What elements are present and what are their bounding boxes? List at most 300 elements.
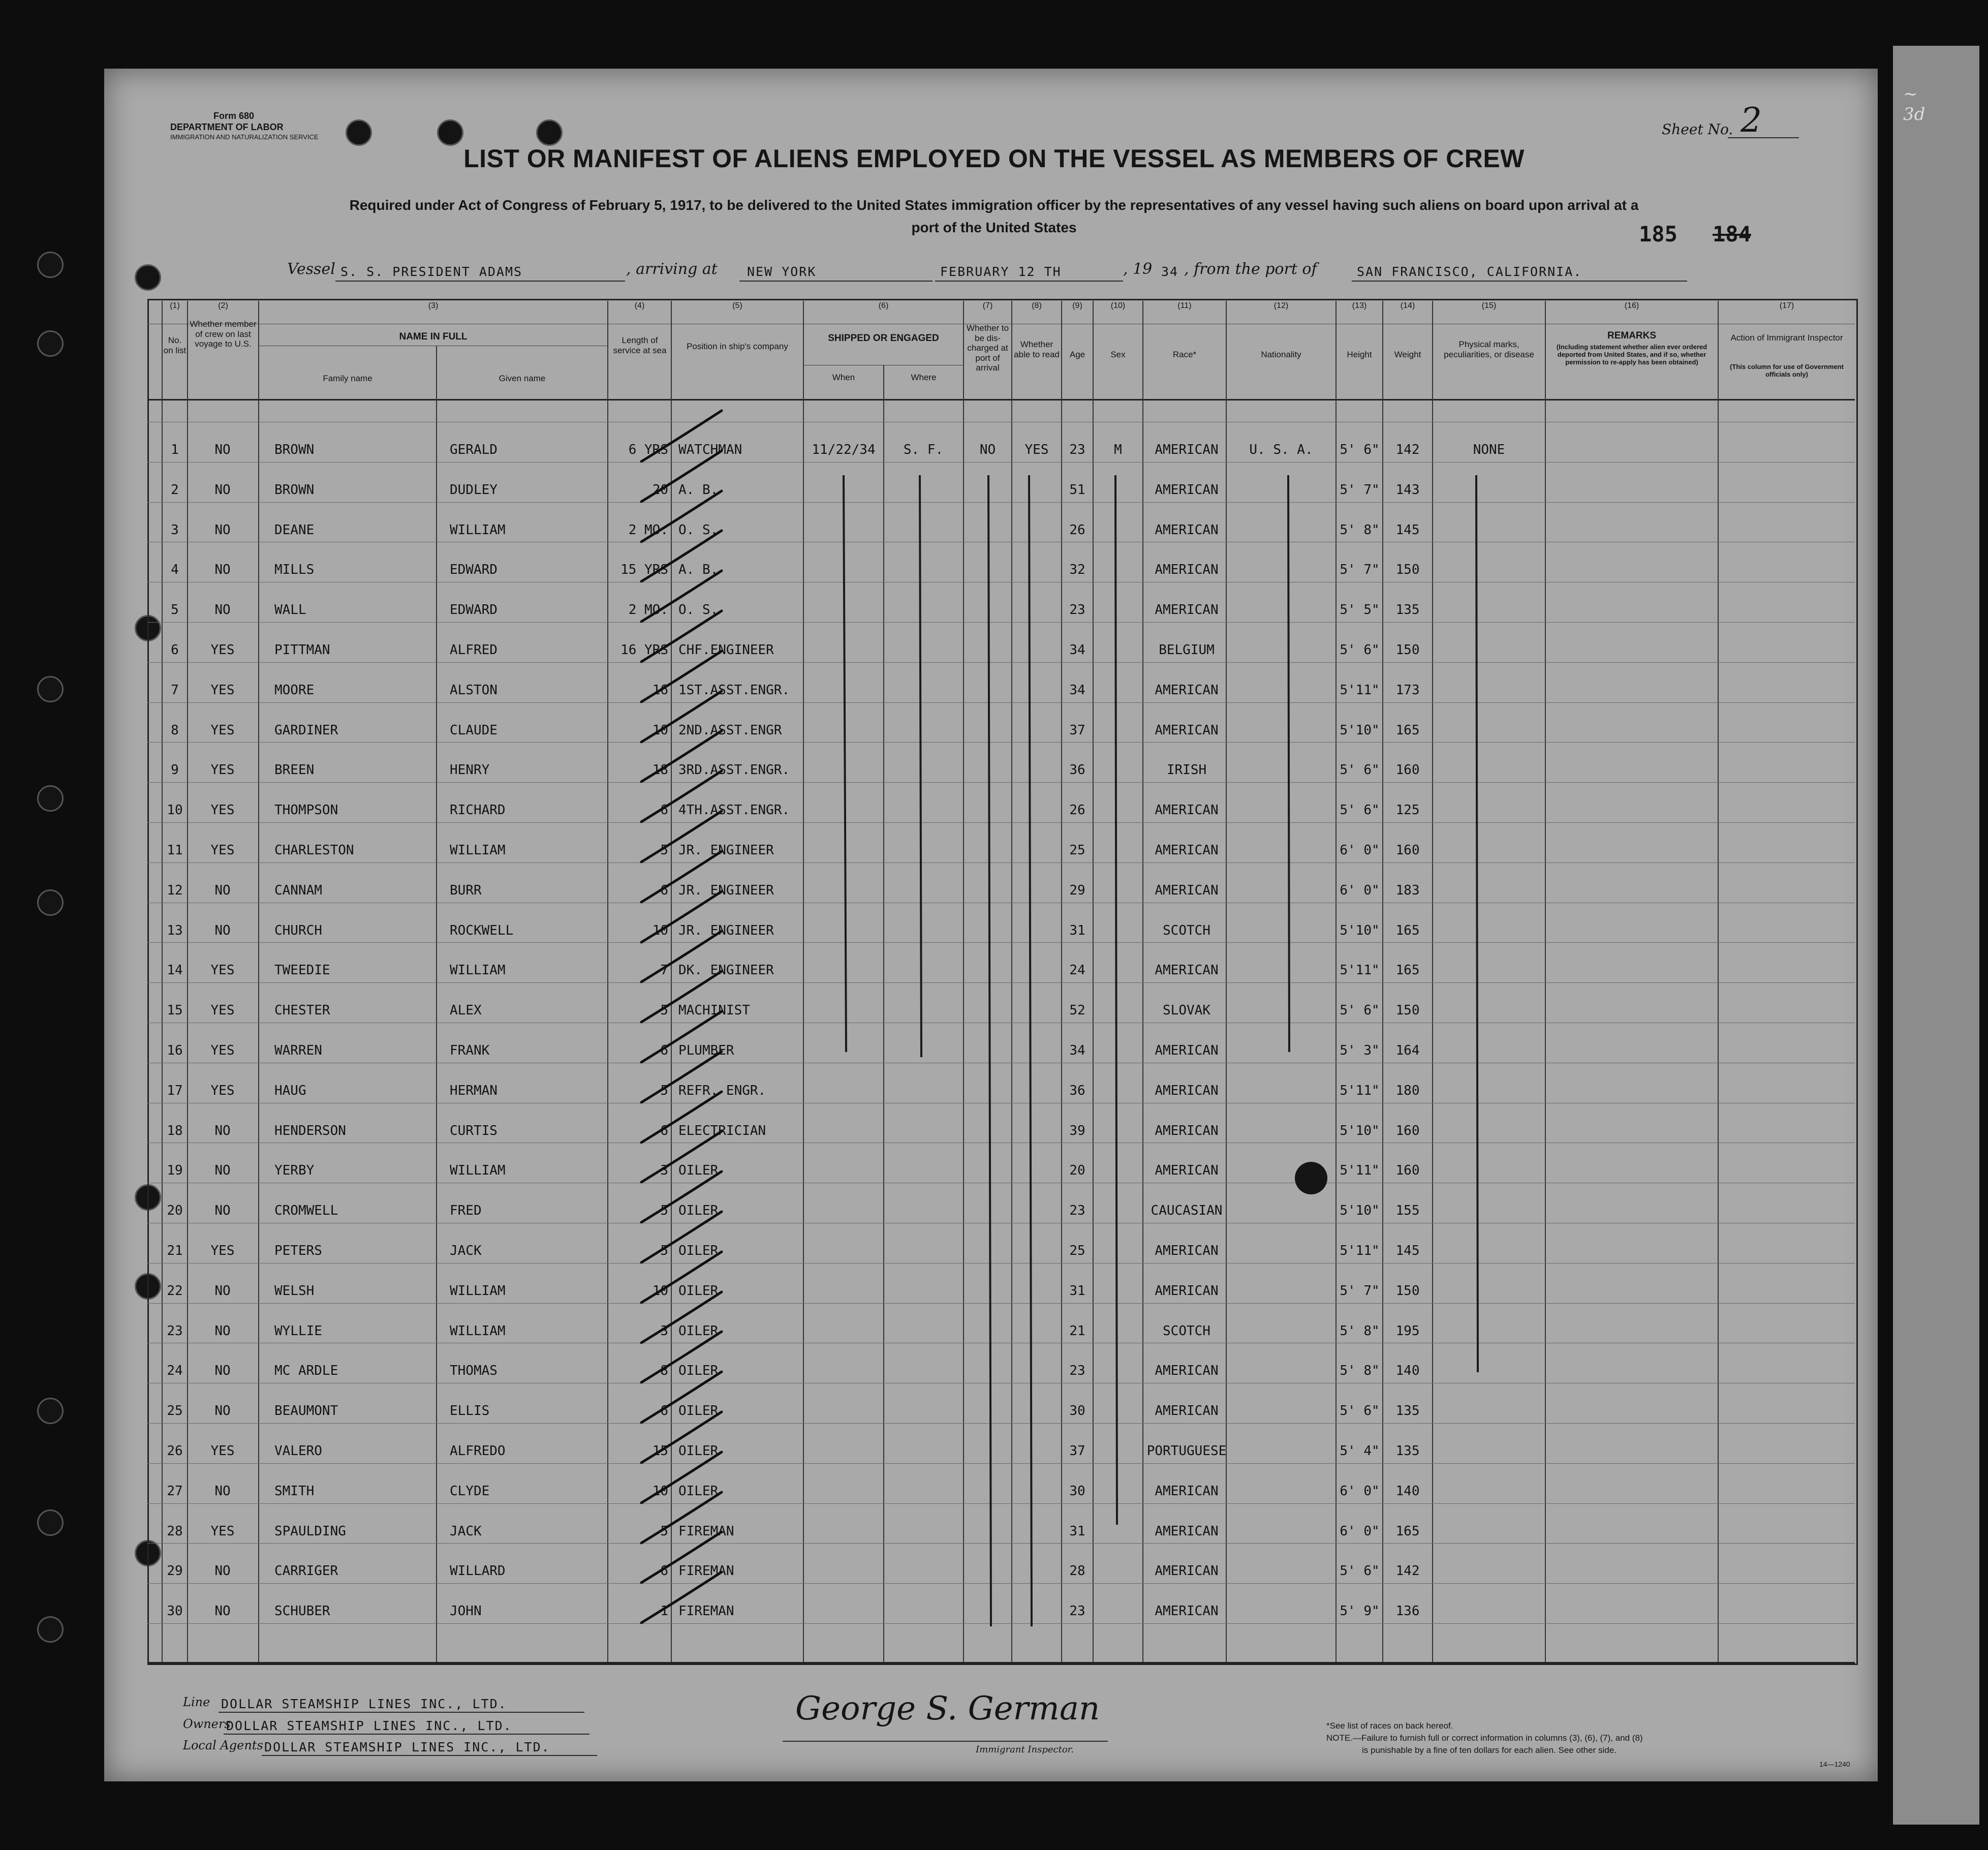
header-action-note: (This column for use of Government officials only) [1730,363,1844,378]
cell-age: 23 [1069,1203,1085,1218]
cell-position: PLUMBER [678,1043,734,1058]
check-slash [641,851,722,902]
cell-where: S. F. [903,442,944,457]
header-length-service: Length of service at sea [613,335,667,355]
cell-position: JR. ENGINEER [678,843,774,858]
footnote-races: *See list of races on back hereof. [1326,1721,1453,1731]
cell-race: AMERICAN [1155,1083,1219,1098]
cell-height: 5' 6" [1340,1403,1380,1419]
cell-height: 6' 0" [1340,843,1380,858]
cell-height: 5'11" [1340,1083,1380,1098]
subtitle-line-2: port of the United States [911,220,1077,235]
cell-prev: NO [214,883,231,898]
cell-position: DK. ENGINEER [678,963,774,978]
cell-given: WILLIAM [450,522,506,538]
cell-height: 5' 6" [1340,642,1380,658]
cell-when: 11/22/34 [812,442,876,457]
cell-prev: YES [210,803,235,818]
sheet-label: Sheet No. [1662,121,1733,138]
cell-prev: YES [210,723,235,738]
cell-height: 6' 0" [1340,1484,1380,1499]
service: IMMIGRATION AND NATURALIZATION SERVICE [170,133,319,141]
cell-family: HENDERSON [274,1123,346,1138]
cell-position: OILER [678,1484,719,1499]
cell-race: AMERICAN [1155,1363,1219,1378]
col-num: (11) [1177,301,1192,310]
vessel-label: Vessel [287,260,335,278]
cell-age: 34 [1069,683,1085,698]
cell-no: 14 [167,963,183,978]
cell-weight: 155 [1395,1203,1420,1218]
cell-length: 20 [652,482,668,498]
cell-weight: 125 [1395,803,1420,818]
cell-no: 28 [167,1524,183,1539]
cell-given: WILLIAM [450,1283,506,1299]
cell-family: CARRIGER [274,1563,338,1579]
owners-value: DOLLAR STEAMSHIP LINES INC., LTD. [226,1718,512,1733]
cell-given: BURR [450,883,482,898]
cell-age: 20 [1069,1163,1085,1178]
cell-no: 8 [171,723,179,738]
cell-no: 20 [167,1203,183,1218]
cell-given: ALFRED [450,642,498,658]
cell-prev: YES [210,963,235,978]
cell-height: 5' 8" [1340,1323,1380,1339]
cell-prev: YES [210,843,235,858]
cell-length: 6 [660,1123,668,1138]
cell-no: 18 [167,1123,183,1138]
cell-age: 26 [1069,522,1085,538]
line-label: Line [183,1695,210,1709]
cell-prev: YES [210,1043,235,1058]
check-slash [641,451,722,502]
cell-age: 23 [1069,602,1085,618]
cell-height: 5' 9" [1340,1604,1380,1619]
cell-no: 25 [167,1403,183,1419]
cell-family: CHARLESTON [274,843,354,858]
cell-race: AMERICAN [1155,963,1219,978]
col-num: (9) [1072,301,1082,310]
cell-age: 39 [1069,1123,1085,1138]
cell-family: MC ARDLE [274,1363,338,1378]
cell-length: 5 [660,843,668,858]
cell-weight: 160 [1395,843,1420,858]
cell-height: 5' 6" [1340,442,1380,457]
owners-rule [224,1734,589,1735]
cell-weight: 142 [1395,1563,1420,1579]
cell-race: IRISH [1166,762,1207,778]
cell-family: WALL [274,602,306,618]
cell-prev: NO [214,562,231,577]
cell-height: 5'10" [1340,723,1380,738]
cell-prev: NO [214,1123,231,1138]
cell-given: ALFREDO [450,1443,506,1459]
cell-length: 15 YRS [620,562,668,577]
cell-prev: NO [214,1363,231,1378]
cell-length: 2 MO. [628,602,668,618]
cell-family: THOMPSON [274,803,338,818]
cell-height: 5' 7" [1340,562,1380,577]
ditto-line-where [920,475,921,1057]
cell-age: 24 [1069,963,1085,978]
check-slash [641,1212,722,1262]
cell-length: 5 [660,1003,668,1018]
cell-weight: 160 [1395,762,1420,778]
cell-given: ALEX [450,1003,482,1018]
col-num: (4) [634,301,645,310]
header-given-name: Given name [499,374,546,383]
arriving-label: , arriving at [626,260,718,278]
check-slash [641,1092,722,1143]
check-slash [641,1252,722,1303]
cell-age: 31 [1069,1524,1085,1539]
header-remarks-note: (Including statement whether alien ever ordered deported from United States, and if so, whether permission to re-apply has been obtained) [1556,343,1707,366]
cell-weight: 165 [1395,963,1420,978]
stamp-number-struck: 184 [1713,222,1751,246]
check-slash [641,1372,722,1423]
cell-read: YES [1024,442,1049,457]
cell-height: 5' 3" [1340,1043,1380,1058]
cell-race: AMERICAN [1155,1243,1219,1258]
cell-no: 3 [171,522,179,538]
footnote-penalty-2: is punishable by a fine of ten dollars for each alien. See other side. [1362,1745,1617,1755]
header-family-name: Family name [323,374,372,383]
col-num: (8) [1032,301,1042,310]
col-num: (2) [218,301,228,310]
header-discharged: Whether to be dis-charged at port of arrival [966,323,1009,373]
cell-age: 31 [1069,1283,1085,1299]
from-label: , from the port of [1184,260,1317,278]
cell-position: O. S. [678,522,719,538]
cell-discharged: NO [979,442,996,457]
cell-family: BEAUMONT [274,1403,338,1419]
cell-family: SPAULDING [274,1524,346,1539]
cell-weight: 140 [1395,1484,1420,1499]
cell-prev: YES [210,1243,235,1258]
ditto-line-discharged [988,475,991,1626]
cell-race: AMERICAN [1155,1403,1219,1419]
cell-prev: NO [214,1563,231,1579]
cell-family: CROMWELL [274,1203,338,1218]
cell-height: 5'11" [1340,963,1380,978]
sheet-number: 2 [1741,101,1762,140]
cell-length: 1 [660,1604,668,1619]
form-code: 14—1240 [1819,1760,1850,1768]
header-read: Whether able to read [1014,340,1060,359]
check-slash [641,731,722,782]
cell-prev: YES [210,1003,235,1018]
cell-race: AMERICAN [1155,1123,1219,1138]
check-slash [641,1572,722,1623]
cell-given: DUDLEY [450,482,498,498]
cell-position: OILER [678,1243,719,1258]
cell-height: 5' 4" [1340,1443,1380,1459]
owners-label: Owners [183,1717,231,1731]
cell-given: ALSTON [450,683,498,698]
cell-no: 11 [167,843,183,858]
cell-prev: YES [210,642,235,658]
check-slash [641,611,722,662]
cell-family: BROWN [274,442,315,457]
cell-no: 17 [167,1083,183,1098]
cell-height: 5'11" [1340,1163,1380,1178]
check-slash [641,651,722,702]
cell-weight: 150 [1395,1283,1420,1299]
cell-age: 23 [1069,1604,1085,1619]
cell-no: 21 [167,1243,183,1258]
cell-length: 3 [660,1323,668,1339]
col-num: (1) [170,301,180,310]
check-slash [641,811,722,862]
check-slash [641,971,722,1022]
cell-age: 32 [1069,562,1085,577]
arrival-year: 34 [1161,264,1179,279]
cell-length: 15 [652,1443,668,1459]
cell-length: 5 [660,1524,668,1539]
check-slash [641,531,722,581]
cell-given: HERMAN [450,1083,498,1098]
strip-mark: ~ [1903,84,1918,104]
cell-given: ROCKWELL [450,923,514,938]
cell-height: 5' 8" [1340,522,1380,538]
ditto-line-read [1029,475,1032,1626]
col-num: (5) [732,301,742,310]
header-age: Age [1069,350,1085,359]
stamp-number: 185 [1639,222,1678,246]
cell-given: WILLIAM [450,843,506,858]
cell-race: AMERICAN [1155,883,1219,898]
cell-race: AMERICAN [1155,602,1219,618]
cell-height: 5'10" [1340,1203,1380,1218]
cell-no: 23 [167,1323,183,1339]
cell-height: 5'10" [1340,923,1380,938]
cell-length: 18 [652,762,668,778]
cell-length: 16 [652,683,668,698]
cell-no: 30 [167,1604,183,1619]
cell-no: 6 [171,642,179,658]
cell-prev: YES [210,1524,235,1539]
cell-given: WILLIAM [450,963,506,978]
cell-race: AMERICAN [1155,843,1219,858]
cell-position: FIREMAN [678,1563,734,1579]
cell-race: AMERICAN [1155,442,1219,457]
cell-physical: NONE [1473,442,1505,457]
inspector-label: Immigrant Inspector. [976,1744,1074,1755]
cell-height: 5' 7" [1340,1283,1380,1299]
cell-position: 3RD.ASST.ENGR. [678,762,790,778]
cell-race: SLOVAK [1163,1003,1210,1018]
cell-position: OILER [678,1363,719,1378]
cell-family: TWEEDIE [274,963,330,978]
arriving-port: NEW YORK [747,264,817,279]
cell-given: RICHARD [450,803,506,818]
cell-length: 3 [660,1163,668,1178]
cell-given: CLYDE [450,1484,490,1499]
cell-weight: 180 [1395,1083,1420,1098]
cell-race: AMERICAN [1155,1163,1219,1178]
ditto-line-when [844,475,846,1052]
cell-no: 12 [167,883,183,898]
cell-family: MILLS [274,562,315,577]
col-num: (10) [1110,301,1126,310]
cell-position: FIREMAN [678,1524,734,1539]
check-slash [641,931,722,982]
cell-age: 21 [1069,1323,1085,1339]
cell-given: HENRY [450,762,490,778]
cell-given: FRED [450,1203,482,1218]
cell-age: 36 [1069,1083,1085,1098]
cell-weight: 160 [1395,1123,1420,1138]
subtitle-line-1: Required under Act of Congress of February 5, 1917, to be delivered to the United States immigration officer by the representatives of any vessel having such aliens on board upon arrival at a [349,197,1639,213]
check-slash [641,1011,722,1062]
header-physical: Physical marks, peculiarities, or disease [1444,340,1534,359]
cell-weight: 143 [1395,482,1420,498]
cell-no: 2 [171,482,179,498]
check-slash [641,1492,722,1543]
cell-height: 5' 5" [1340,602,1380,618]
cell-prev: NO [214,522,231,538]
cell-weight: 135 [1395,602,1420,618]
header-remarks: REMARKS [1607,330,1657,341]
cell-prev: YES [210,1083,235,1098]
cell-no: 15 [167,1003,183,1018]
cell-length: 6 [660,1403,668,1419]
cell-no: 9 [171,762,179,778]
cell-length: 6 [660,803,668,818]
cell-position: FIREMAN [678,1604,734,1619]
col-num: (15) [1481,301,1497,310]
cell-given: WILLIAM [450,1323,506,1339]
departure-port: SAN FRANCISCO, CALIFORNIA. [1357,264,1582,279]
cell-given: JOHN [450,1604,482,1619]
cell-height: 5'11" [1340,683,1380,698]
cell-given: ELLIS [450,1403,490,1419]
cell-weight: 165 [1395,1524,1420,1539]
header-name-in-full: NAME IN FULL [399,331,468,342]
cell-position: OILER [678,1323,719,1339]
cell-race: PORTUGUESE [1146,1443,1227,1459]
cell-no: 22 [167,1283,183,1299]
header-weight: Weight [1394,350,1421,359]
cell-weight: 142 [1395,442,1420,457]
cell-no: 19 [167,1163,183,1178]
cell-position: MACHINIST [678,1003,750,1018]
agents-label: Local Agents [183,1738,263,1752]
cell-given: WILLARD [450,1563,506,1579]
cell-family: WARREN [274,1043,322,1058]
cell-length: 10 [652,1484,668,1499]
col-num: (14) [1400,301,1415,310]
cell-age: 52 [1069,1003,1085,1018]
cell-weight: 135 [1395,1403,1420,1419]
cell-position: A. B. [678,482,719,498]
header-sex: Sex [1110,350,1126,359]
cell-no: 26 [167,1443,183,1459]
cell-family: GARDINER [274,723,338,738]
header-when: When [832,373,855,382]
cell-height: 5' 8" [1340,1363,1380,1378]
cell-age: 51 [1069,482,1085,498]
cell-family: PITTMAN [274,642,330,658]
check-slash [641,891,722,942]
cell-family: WELSH [274,1283,315,1299]
cell-no: 16 [167,1043,183,1058]
check-slash [641,491,722,542]
cell-prev: NO [214,923,231,938]
cell-no: 24 [167,1363,183,1378]
cell-family: DEANE [274,522,315,538]
cell-race: AMERICAN [1155,723,1219,738]
cell-position: OILER [678,1203,719,1218]
cell-weight: 150 [1395,1003,1420,1018]
cell-height: 5' 6" [1340,803,1380,818]
cell-position: 4TH.ASST.ENGR. [678,803,790,818]
cell-weight: 150 [1395,562,1420,577]
cell-weight: 195 [1395,1323,1420,1339]
cell-age: 23 [1069,1363,1085,1378]
header-member-last-voyage: Whether member of crew on last voyage to U.S. [190,319,257,349]
cell-position: JR. ENGINEER [678,883,774,898]
cell-family: VALERO [274,1443,322,1459]
vessel-name: S. S. PRESIDENT ADAMS [340,264,523,279]
cell-prev: NO [214,1484,231,1499]
cell-race: CAUCASIAN [1151,1203,1223,1218]
cell-height: 5' 6" [1340,1003,1380,1018]
cell-length: 10 [652,723,668,738]
cell-no: 10 [167,803,183,818]
cell-no: 27 [167,1484,183,1499]
cell-length: 6 [660,1563,668,1579]
check-slash [641,1292,722,1343]
cell-position: WATCHMAN [678,442,742,457]
cell-position: OILER [678,1443,719,1459]
cell-position: JR. ENGINEER [678,923,774,938]
cell-prev: YES [210,762,235,778]
check-slash [641,1131,722,1182]
check-slash [641,1412,722,1463]
cell-prev: NO [214,1323,231,1339]
cell-prev: NO [214,1604,231,1619]
cell-prev: NO [214,1283,231,1299]
cell-length: 10 [652,1283,668,1299]
check-slash [641,1452,722,1503]
cell-position: A. B. [678,562,719,577]
cell-no: 4 [171,562,179,577]
col-num: (6) [878,301,889,310]
cell-length: 6 YRS [628,442,668,457]
cell-no: 13 [167,923,183,938]
cell-length: 6 [660,1043,668,1058]
cell-weight: 145 [1395,1243,1420,1258]
cell-height: 5'10" [1340,1123,1380,1138]
page-title: LIST OR MANIFEST OF ALIENS EMPLOYED ON THE VESSEL AS MEMBERS OF CREW [463,144,1525,173]
agents-value: DOLLAR STEAMSHIP LINES INC., LTD. [264,1740,550,1754]
cell-age: 30 [1069,1403,1085,1419]
cell-given: EDWARD [450,562,498,577]
cell-race: AMERICAN [1155,1484,1219,1499]
header-position: Position in ship's company [687,342,788,351]
cell-given: THOMAS [450,1363,498,1378]
inspector-signature: George S. German [795,1690,1100,1728]
cell-length: 5 [660,1243,668,1258]
cell-given: EDWARD [450,602,498,618]
col-num: (3) [428,301,439,310]
cell-weight: 173 [1395,683,1420,698]
header-shipped: SHIPPED OR ENGAGED [828,333,939,344]
cell-weight: 150 [1395,642,1420,658]
cell-family: YERBY [274,1163,315,1178]
cell-race: AMERICAN [1155,1563,1219,1579]
